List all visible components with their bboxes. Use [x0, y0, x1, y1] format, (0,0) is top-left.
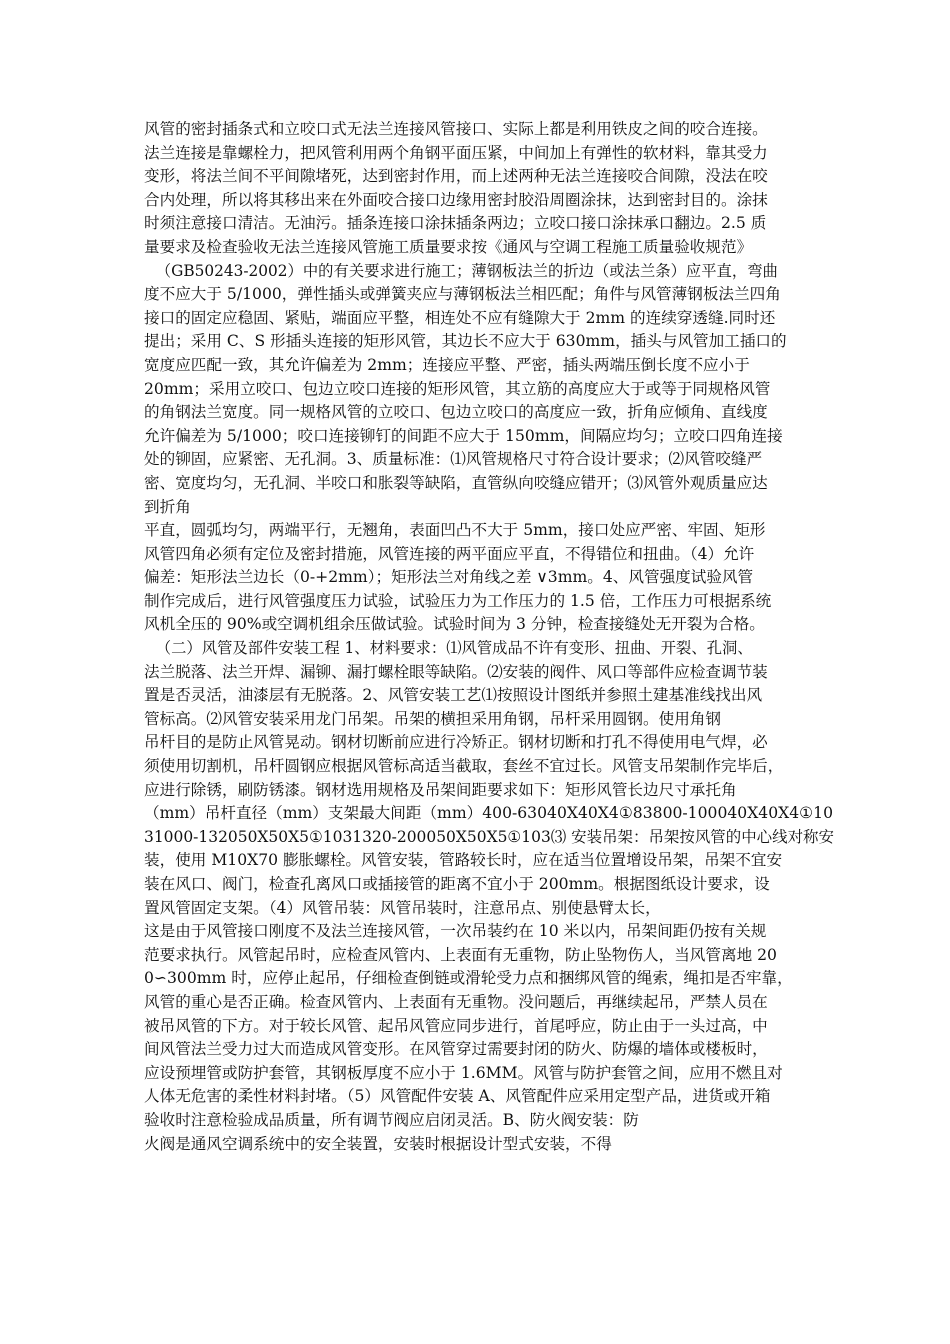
text-line: 31000-132050Ⅹ50Ⅹ5①1031320-200050Ⅹ50Ⅹ5①103⑶ 安装吊架：吊架按风管的中心线对称安: [144, 827, 834, 846]
text-line: 0∽300mm 时，应停止起吊，仔细检查倒链或滑轮受力点和捆绑风管的绳索，绳扣是否牢靠，: [144, 969, 793, 988]
text-line: 应设预埋管或防护套管，其钢板厚度不应小于 1.6MM。风管与防护套管之间，应用不燃且对: [144, 1063, 783, 1082]
text-line: 被吊风管的下方。对于较长风管、起吊风管应同步进行，首尾呼应，防止由于一头过高，中: [144, 1016, 768, 1035]
text-line: 偏差：矩形法兰边长（0-+2mm）；矩形法兰对角线之差 ∨3mm。4、风管强度试验风管: [144, 568, 754, 587]
text-line: 处的铆固，应紧密、无孔洞。3、质量标准：⑴风管规格尺寸符合设计要求；⑵风管咬缝严: [144, 450, 763, 469]
text-line: 这是由于风管接口刚度不及法兰连接风管，一次吊装约在 10 米以内，吊架间距仍按有关规: [144, 922, 767, 941]
text-line: 制作完成后，进行风管强度压力试验，试验压力为工作压力的 1.5 倍，工作压力可根据系统: [144, 591, 772, 610]
text-line: 度不应大于 5/1000，弹性插头或弹簧夹应与薄钢板法兰相匹配；角件与风管薄钢板法兰四角: [144, 285, 781, 304]
text-line: 到折角: [144, 497, 191, 516]
text-line: 变形，将法兰间不平间隙堵死，达到密封作用，而上述两种无法兰连接咬合间隙，没法在咬: [144, 167, 768, 186]
text-line: 平直，圆弧均匀，两端平行，无翘角，表面凹凸不大于 5mm，接口处应严密、牢固、矩形: [144, 521, 766, 540]
text-line: 接口的固定应稳固、紧贴，端面应平整，相连处不应有缝隙大于 2mm 的连续穿透缝.同时还: [144, 308, 776, 327]
text-line: 时须注意接口清洁。无油污。插条连接口涂抹插条两边；立咬口接口涂抹承口翻边。2.5 质: [144, 214, 767, 233]
body-text: [144, 118, 834, 1156]
text-line: （二）风管及部件安装工程 1、材料要求：⑴风管成品不许有变形、扭曲、开裂、孔洞、: [155, 639, 753, 658]
text-line: 风管的重心是否正确。检查风管内、上表面有无重物。没问题后，再继续起吊，严禁人员在: [144, 992, 768, 1011]
text-line: 风管的密封插条式和立咬口式无法兰连接风管接口、实际上都是利用铁皮之间的咬合连接。: [144, 120, 768, 138]
text-line: 合内处理，所以将其移出来在外面咬合接口边缘用密封胶沿周圈涂抹，达到密封目的。涂抹: [144, 190, 768, 209]
text-line: 置是否灵活，油漆层有无脱落。2、风管安装工艺⑴按照设计图纸并参照土建基准线找出风: [144, 686, 763, 705]
text-line: 装在风口、阀门，检查孔离风口或插接管的距离不宜小于 200mm。根据图纸设计要求，设: [144, 875, 770, 893]
text-line: 允许偏差为 5/1000；咬口连接铆钉的间距不应大于 150mm，间隔应均匀；立咬口四角连接: [144, 426, 783, 445]
text-line: 量要求及检查验收无法兰连接风管施工质量要求按《通风与空调工程施工质量验收规范》: [144, 237, 753, 256]
text-line: 法兰脱落、法兰开焊、漏铆、漏打螺栓眼等缺陷。⑵安装的阀件、风口等部件应检查调节装: [144, 662, 768, 681]
text-line: 范要求执行。风管起吊时，应检查风管内、上表面有无重物，防止坠物伤人，当风管离地 20: [144, 945, 777, 964]
text-line: 置风管固定支架。（4）风管吊装：风管吊装时，注意吊点、别使悬臂太长，: [144, 898, 661, 917]
text-line: 管标高。⑵风管安装采用龙门吊架。吊架的横担采用角钢，吊杆采用圆钢。使用角钢: [144, 709, 721, 728]
text-line: 装，使用 M10Ⅹ70 膨胀螺栓。风管安装，管路较长时，应在适当位置增设吊架，吊架不宜安: [144, 851, 783, 870]
text-line: 火阀是通风空调系统中的安全装置，安装时根据设计型式安装，不得: [144, 1134, 612, 1153]
text-line: 的角钢法兰宽度。同一规格风管的立咬口、包边立咬口的高度应一致，折角应倾角、直线度: [144, 403, 768, 422]
text-line: 密、宽度均匀，无孔洞、半咬口和胀裂等缺陷，直管纵向咬缝应错开；⑶风管外观质量应达: [144, 473, 768, 492]
text-line: 20mm；采用立咬口、包边立咬口连接的矩形风管，其立筋的高度应大于或等于同规格风管: [144, 379, 771, 398]
text-line: 吊杆目的是防止风管晃动。钢材切断前应进行冷矫正。钢材切断和打孔不得使用电气焊，必: [144, 733, 768, 752]
text-line: （GB50243-2002）中的有关要求进行施工；薄钢板法兰的折边（或法兰条）应平直，弯曲: [155, 261, 778, 280]
text-line: 验收时注意检验成品质量，所有调节阀应启闭灵活。B、防火阀安装：防: [144, 1110, 639, 1129]
text-line: 间风管法兰受力过大而造成风管变形。在风管穿过需要封闭的防火、防爆的墙体或楼板时，: [144, 1040, 768, 1059]
text-line: （mm）吊杆直径（mm）支架最大间距（mm）400-63040Ⅹ40Ⅹ4①83800-100040Ⅹ40Ⅹ4①10: [144, 804, 833, 823]
text-line: 法兰连接是靠螺栓力，把风管利用两个角钢平面压紧，中间加上有弹性的软材料，靠其受力: [144, 143, 768, 162]
text-line: 风管四角必须有定位及密封措施，风管连接的两平面应平直，不得错位和扭曲。（4）允许: [144, 544, 755, 563]
text-line: 应进行除锈，刷防锈漆。钢材选用规格及吊架间距要求如下：矩形风管长边尺寸承托角: [144, 780, 737, 799]
text-line: 提出；采用 C、S 形插头连接的矩形风管，其边长不应大于 630mm，插头与风管加工插口的: [144, 332, 787, 351]
text-line: 须使用切割机，吊杆圆钢应根据风管标高适当截取，套丝不宜过长。风管支吊架制作完毕后，: [144, 757, 784, 776]
text-line: 人体无危害的柔性材料封堵。（5）风管配件安装 A、风管配件应采用定型产品，进货或开箱: [144, 1087, 771, 1106]
text-line: 宽度应匹配一致，其允许偏差为 2mm；连接应平整、严密，插头两端压倒长度不应小于: [144, 355, 750, 374]
text-line: 风机全压的 90%或空调机组余压做试验。试验时间为 3 分钟，检查接缝处无开裂为合格。: [144, 615, 765, 634]
